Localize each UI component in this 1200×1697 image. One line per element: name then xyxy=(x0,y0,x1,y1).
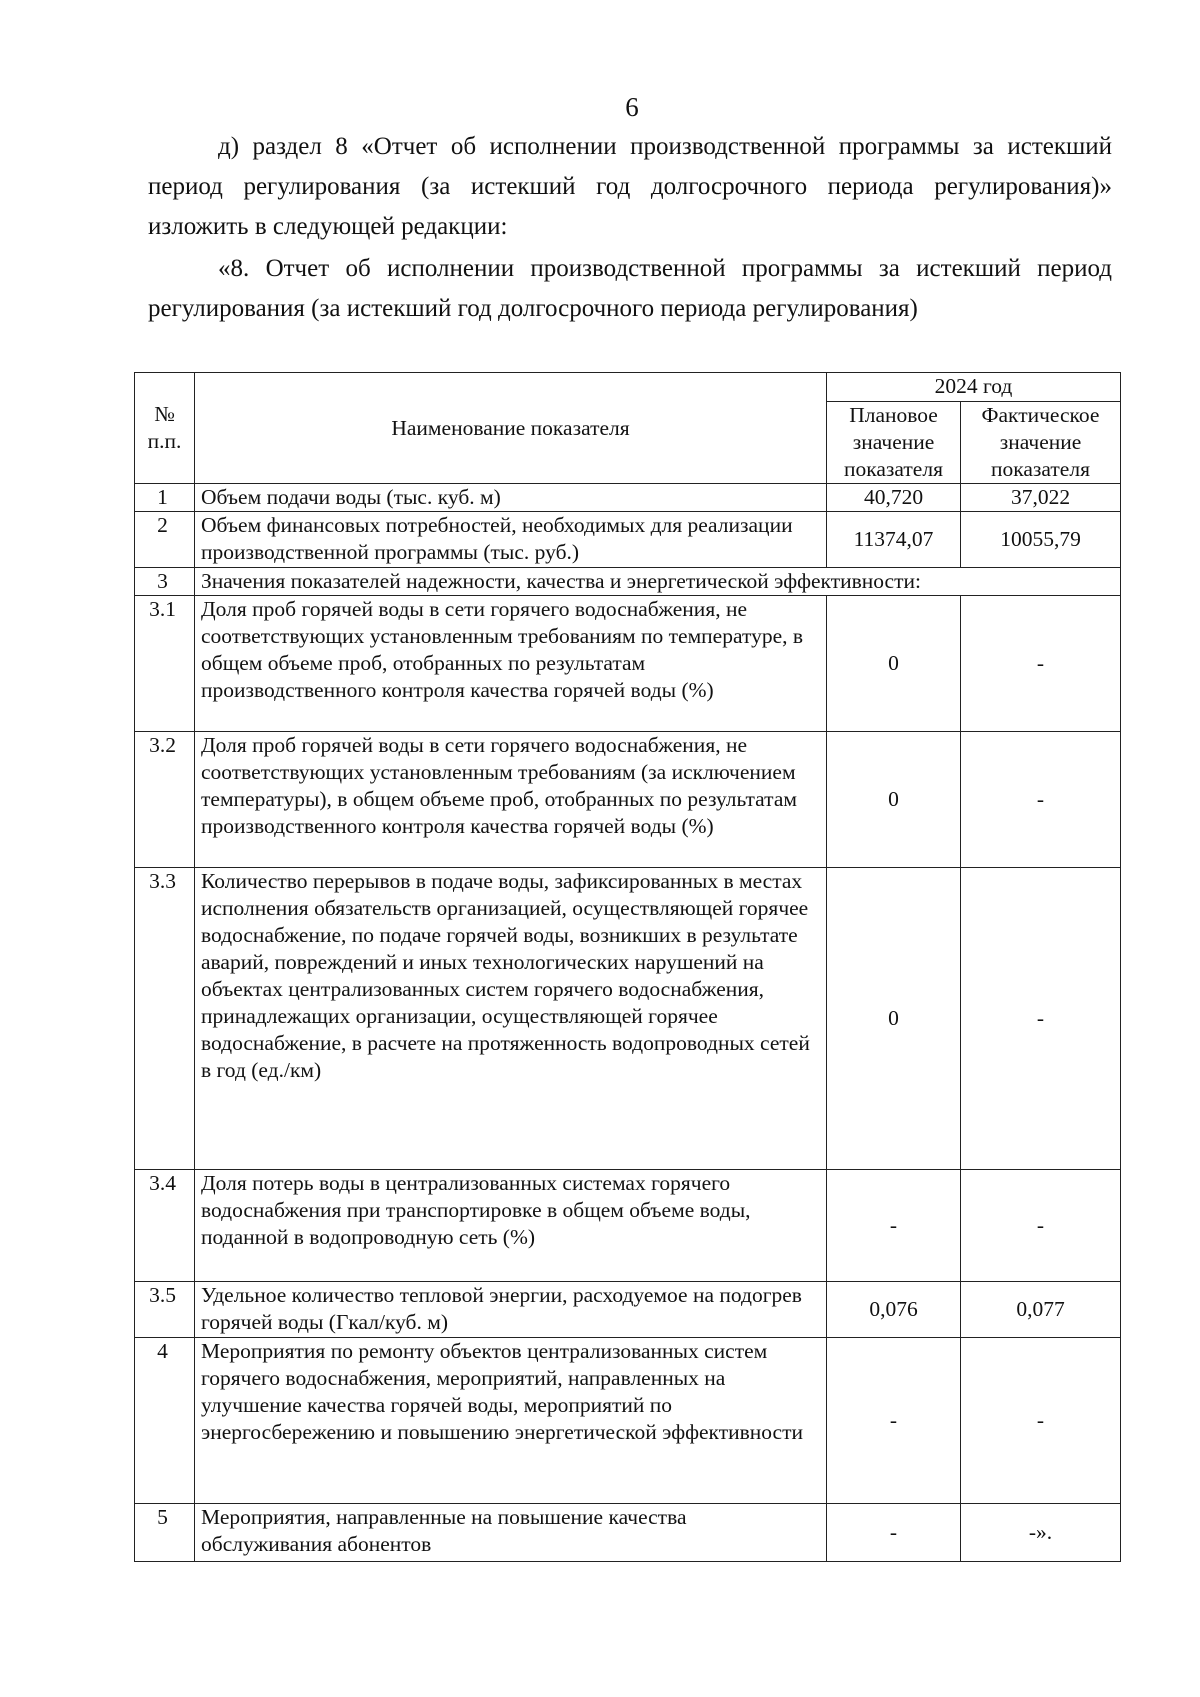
paragraph-section-title: «8. Отчет об исполнении производственной программы за истекший период регулирования (за истекший год долгосрочного периода регулирования) xyxy=(148,255,1112,322)
row-planned-value: 40,720 xyxy=(827,484,961,512)
header-planned-value: Плановое значение показателя xyxy=(827,402,961,484)
row-actual-value: - xyxy=(961,732,1121,868)
row-number: 3.3 xyxy=(135,868,195,1170)
table-row xyxy=(135,596,1121,732)
row-indicator-name: Количество перерывов в подаче воды, зафиксированных в местах исполнения обязательств организацией, осуществляющей горячее водоснабжение, по подаче горячей воды, возникших в результате аварий, повреждений и иных технологических нарушений на объектах централизованных систем горячего водоснабжения, принадлежащих организации, осуществляющей горячее водоснабжение, в расчете на протяженность водопроводных сетей в год (ед./км) xyxy=(195,868,827,1170)
table-row xyxy=(135,732,1121,868)
table-row xyxy=(135,1338,1121,1504)
row-planned-value: 0 xyxy=(827,868,961,1170)
page-number: 6 xyxy=(625,92,639,122)
row-actual-value: - xyxy=(961,596,1121,732)
row-planned-value: 0,076 xyxy=(827,1282,961,1338)
row-planned-value: 0 xyxy=(827,732,961,868)
row-number: 3.1 xyxy=(135,596,195,732)
header-indicator-name: Наименование показателя xyxy=(195,373,827,484)
row-indicator-name: Объем финансовых потребностей, необходимых для реализации производственной программы (тыс. руб.) xyxy=(195,512,827,568)
row-indicator-name: Доля проб горячей воды в сети горячего водоснабжения, не соответствующих установленным требованиям по температуре, в общем объеме проб, отобранных по результатам производственного контроля качества горячей воды (%) xyxy=(195,596,827,732)
row-planned-value: 11374,07 xyxy=(827,512,961,568)
table-row xyxy=(135,1170,1121,1282)
table-row xyxy=(135,512,1121,568)
row-actual-value: 0,077 xyxy=(961,1282,1121,1338)
row-planned-value: 0 xyxy=(827,596,961,732)
row-actual-value: 10055,79 xyxy=(961,512,1121,568)
table-row xyxy=(135,484,1121,512)
report-table xyxy=(134,372,1121,1562)
row-number: 4 xyxy=(135,1338,195,1504)
table-row xyxy=(135,568,1121,596)
row-section-heading: Значения показателей надежности, качества и энергетической эффективности: xyxy=(195,568,1121,596)
table-row xyxy=(135,1282,1121,1338)
row-indicator-name: Мероприятия, направленные на повышение качества обслуживания абонентов xyxy=(195,1504,827,1562)
row-number: 1 xyxy=(135,484,195,512)
table-row xyxy=(135,1504,1121,1562)
row-number: 3 xyxy=(135,568,195,596)
row-number: 2 xyxy=(135,512,195,568)
row-actual-value: - xyxy=(961,868,1121,1170)
table-row xyxy=(135,868,1121,1170)
row-planned-value: - xyxy=(827,1504,961,1562)
paragraph-amendment: д) раздел 8 «Отчет об исполнении производственной программы за истекший период регулирования (за истекший год долгосрочного периода регулирования)» изложить в следующей редакции: xyxy=(148,133,1112,240)
row-actual-value: - xyxy=(961,1338,1121,1504)
header-actual-value: Фактическое значение показателя xyxy=(961,402,1121,484)
row-actual-value: 37,022 xyxy=(961,484,1121,512)
row-indicator-name: Объем подачи воды (тыс. куб. м) xyxy=(195,484,827,512)
row-number: 5 xyxy=(135,1504,195,1562)
row-indicator-name: Удельное количество тепловой энергии, расходуемое на подогрев горячей воды (Гкал/куб. м) xyxy=(195,1282,827,1338)
header-year: 2024 год xyxy=(827,373,1121,402)
row-number: 3.2 xyxy=(135,732,195,868)
row-planned-value: - xyxy=(827,1170,961,1282)
row-actual-value: -». xyxy=(961,1504,1121,1562)
row-indicator-name: Мероприятия по ремонту объектов централизованных систем горячего водоснабжения, мероприятий, направленных на улучшение качества горячей воды, мероприятий по энергосбережению и повышению энергетической эффективности xyxy=(195,1338,827,1504)
row-planned-value: - xyxy=(827,1338,961,1504)
row-indicator-name: Доля проб горячей воды в сети горячего водоснабжения, не соответствующих установленным требованиям (за исключением температуры), в общем объеме проб, отобранных по результатам производственного контроля качества горячей воды (%) xyxy=(195,732,827,868)
row-indicator-name: Доля потерь воды в централизованных системах горячего водоснабжения при транспортировке в общем объеме воды, поданной в водопроводную сеть (%) xyxy=(195,1170,827,1282)
row-actual-value: - xyxy=(961,1170,1121,1282)
header-number: № п.п. xyxy=(135,373,195,484)
row-number: 3.5 xyxy=(135,1282,195,1338)
row-number: 3.4 xyxy=(135,1170,195,1282)
